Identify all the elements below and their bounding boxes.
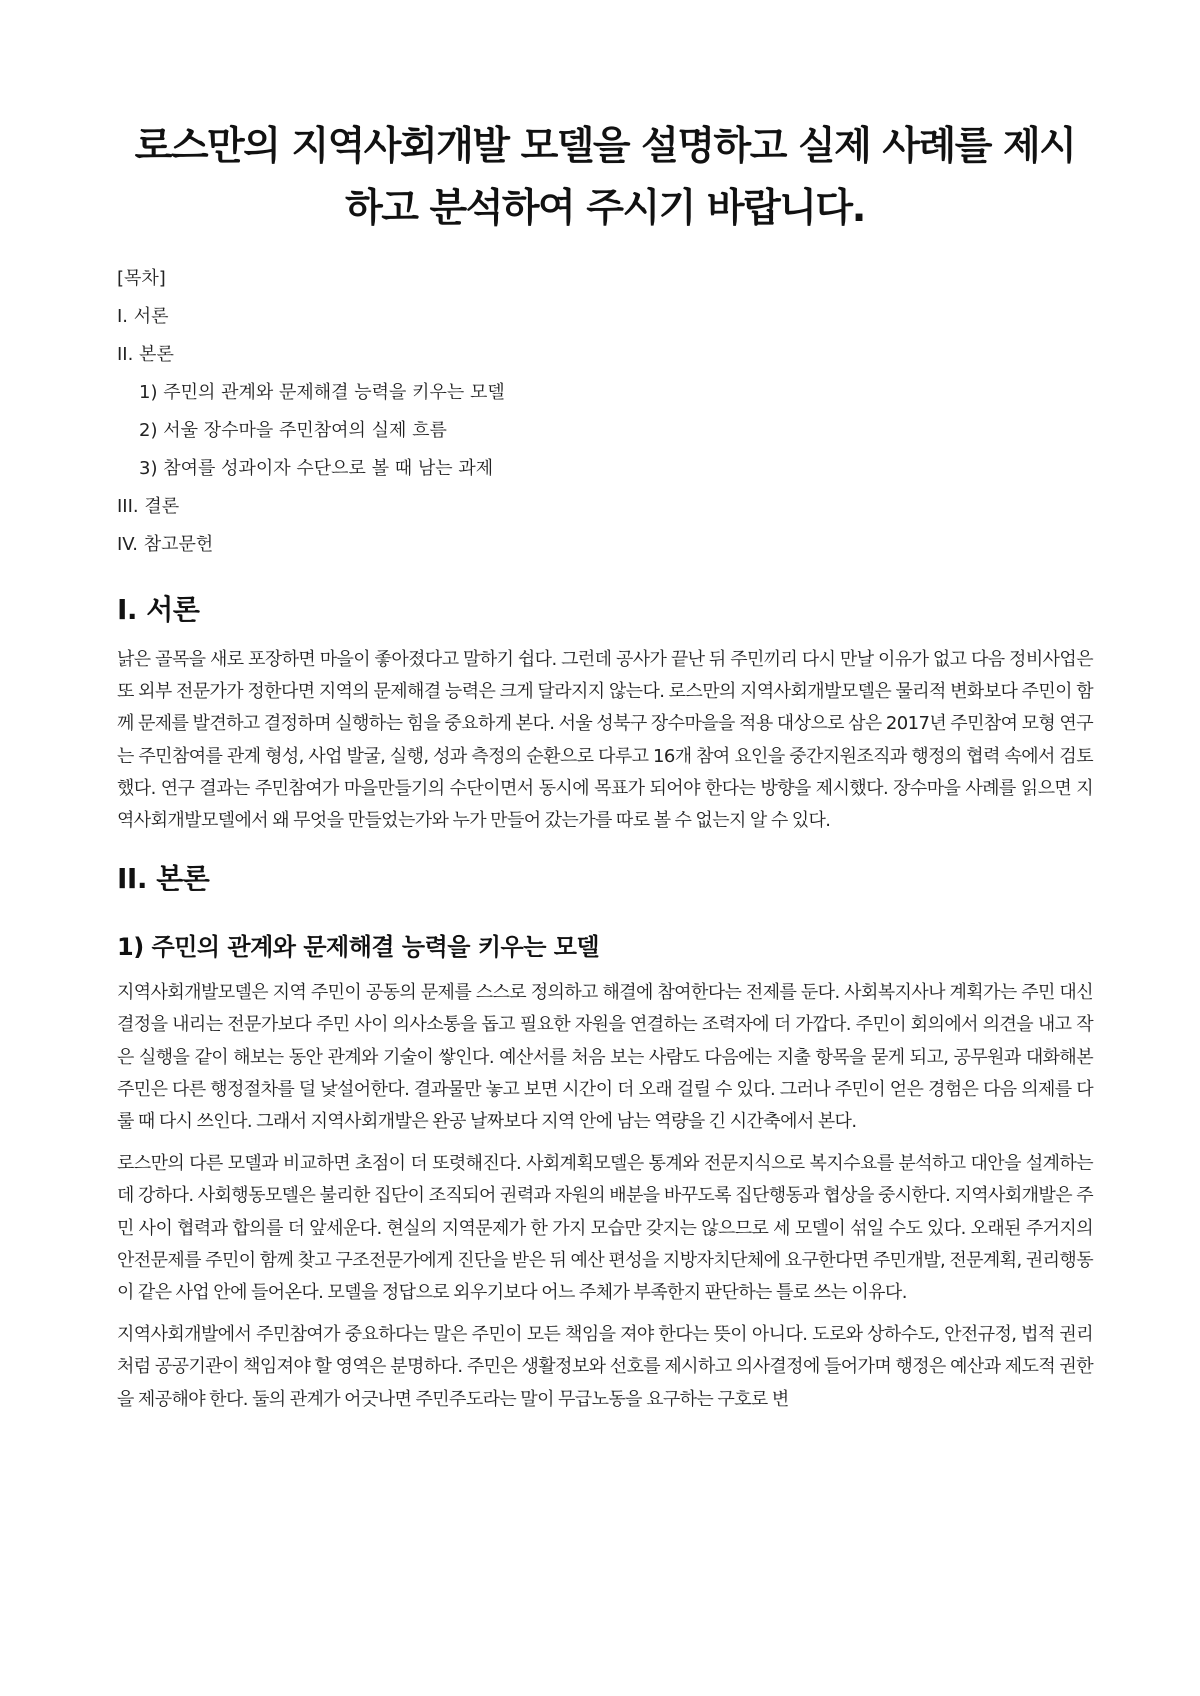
toc-item-intro: I. 서론 [117, 306, 169, 327]
toc-item-body-3: 3) 참여를 성과이자 수단으로 볼 때 남는 과제 [139, 458, 494, 479]
toc-item-conclusion: III. 결론 [117, 496, 180, 517]
document-title: 로스만의 지역사회개발 모델을 설명하고 실제 사례를 제시하고 분석하여 주시기 바랍니다. [134, 124, 1076, 231]
intro-paragraph: 낡은 골목을 새로 포장하면 마을이 좋아졌다고 말하기 쉽다. 그런데 공사가 끝난 뒤 주민끼리 다시 만날 이유가 없고 다음 정비사업은 또 외부 전문가가 정한다면 지역의 문제해결 능력은 크게 달라지지 않는다. 로스만의 지역사회개발모델은 물리적 변화보다 주민이 함께 문제를 발견하고 결정하며 실행하는 힘을 중요하게 본다. 서울 성북구 장수마을을 적용 대상으로 삼은 2017년 주민참여 모형 연구는 주민참여를 관계 형성, 사업 발굴, 실행, 성과 측정의 순환으로 다루고 16개 참여 요인을 중간지원조직과 행정의 협력 속에서 검토했다. 연구 결과는 주민참여가 마을만들기의 수단이면서 동시에 목표가 되어야 한다는 방향을 제시했다. 장수마을 사례를 읽으면 지역사회개발모델에서 왜 무엇을 만들었는가와 누가 만들어 갔는가를 따로 볼 수 없는지 알 수 있다. [117, 649, 1093, 832]
body-paragraph-1: 지역사회개발모델은 지역 주민이 공동의 문제를 스스로 정의하고 해결에 참여한다는 전제를 둔다. 사회복지사나 계획가는 주민 대신 결정을 내리는 전문가보다 주민 사이 의사소통을 돕고 필요한 자원을 연결하는 조력자에 더 가깝다. 주민이 회의에서 의견을 내고 작은 실행을 같이 해보는 동안 관계와 기술이 쌓인다. 예산서를 처음 보는 사람도 다음에는 지출 항목을 묻게 되고, 공무원과 대화해본 주민은 다른 행정절차를 덜 낯설어한다. 결과물만 놓고 보면 시간이 더 오래 걸릴 수 있다. 그러나 주민이 얻은 경험은 다음 의제를 다룰 때 다시 쓰인다. 그래서 지역사회개발은 완공 날짜보다 지역 안에 남는 역량을 긴 시간축에서 본다. [117, 982, 1093, 1133]
section-heading-intro: I. 서론 [117, 593, 200, 626]
table-of-contents [117, 260, 1093, 564]
toc-heading: [목차] [117, 268, 166, 289]
toc-item-body: II. 본론 [117, 344, 174, 365]
subsection-heading-1: 1) 주민의 관계와 문제해결 능력을 키우는 모델 [117, 933, 600, 962]
body-paragraph-2: 로스만의 다른 모델과 비교하면 초점이 더 또렷해진다. 사회계획모델은 통계와 전문지식으로 복지수요를 분석하고 대안을 설계하는 데 강하다. 사회행동모델은 불리한 집단이 조직되어 권력과 자원의 배분을 바꾸도록 집단행동과 협상을 중시한다. 지역사회개발은 주민 사이 협력과 합의를 더 앞세운다. 현실의 지역문제가 한 가지 모습만 갖지는 않으므로 세 모델이 섞일 수도 있다. 오래된 주거지의 안전문제를 주민이 함께 찾고 구조전문가에게 진단을 받은 뒤 예산 편성을 지방자치단체에 요구한다면 주민개발, 전문계획, 권리행동이 같은 사업 안에 들어온다. 모델을 정답으로 외우기보다 어느 주체가 부족한지 판단하는 틀로 쓰는 이유다. [117, 1153, 1093, 1304]
section-heading-body: II. 본론 [117, 862, 210, 896]
toc-item-body-2: 2) 서울 장수마을 주민참여의 실제 흐름 [139, 420, 447, 441]
toc-item-references: IV. 참고문헌 [117, 534, 214, 555]
toc-item-body-1: 1) 주민의 관계와 문제해결 능력을 키우는 모델 [139, 382, 505, 403]
body-paragraph-3: 지역사회개발에서 주민참여가 중요하다는 말은 주민이 모든 책임을 져야 한다는 뜻이 아니다. 도로와 상하수도, 안전규정, 법적 권리처럼 공공기관이 책임져야 할 영역은 분명하다. 주민은 생활정보와 선호를 제시하고 의사결정에 들어가며 행정은 예산과 제도적 권한을 제공해야 한다. 둘의 관계가 어긋나면 주민주도라는 말이 무급노동을 요구하는 구호로 변 [117, 1324, 1093, 1410]
